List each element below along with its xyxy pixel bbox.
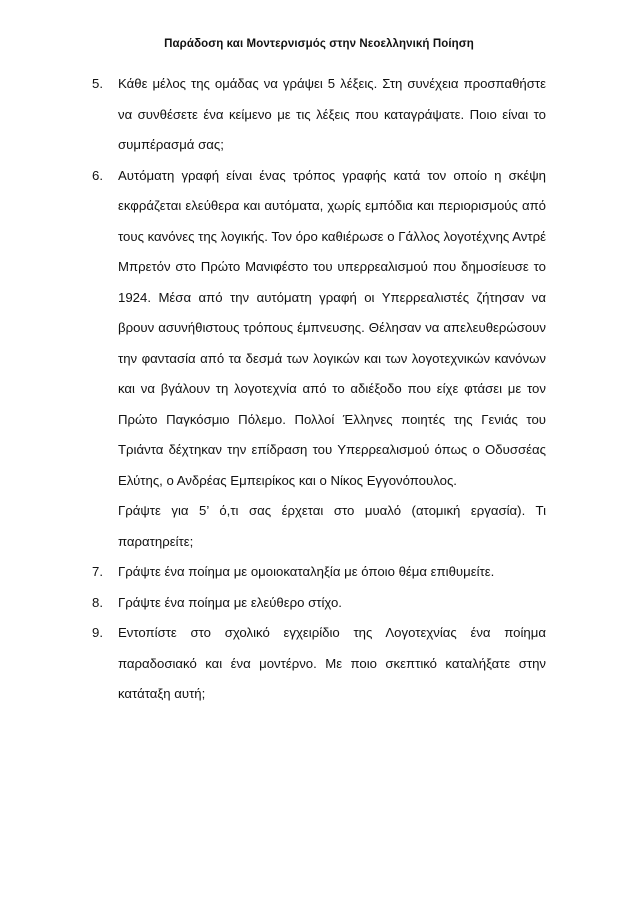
question-item-6 — [92, 161, 546, 558]
question-list — [92, 69, 546, 710]
question-number: 7. — [92, 564, 103, 579]
page-header: Παράδοση και Μοντερνισμός στην Νεοελληνική Ποίηση — [164, 38, 474, 50]
question-text: Γράψτε ένα ποίημα με ομοιοκαταληξία με όποιο θέμα επιθυμείτε. — [118, 564, 495, 579]
question-text: Γράψτε ένα ποίημα με ελεύθερο στίχο. — [118, 594, 342, 610]
question-item-9 — [92, 618, 546, 710]
question-text: Κάθε μέλος της ομάδας να γράψει 5 λέξεις. Στη συνέχεια προσπαθήστε να συνθέσετε ένα κείμενο με τις λέξεις που καταγράψατε. Ποιο είναι το συμπέρασμά σας; — [118, 76, 546, 152]
question-item-7 — [92, 557, 546, 588]
question-number: 9. — [92, 625, 103, 640]
question-followup: Γράψτε για 5’ ό,τι σας έρχεται στο μυαλό (ατομική εργασία). Τι παρατηρείτε; — [118, 503, 546, 549]
question-number: 5. — [92, 76, 103, 91]
question-number: 6. — [92, 167, 103, 183]
question-text: Αυτόματη γραφή είναι ένας τρόπος γραφής κατά τον οποίο η σκέψη εκφράζεται ελεύθερα και αυτόματα, χωρίς εμπόδια και περιορισμούς από τους κανόνες της λογικής. Τον όρο καθιέρωσε ο Γάλλος λογοτέχνης Αντρέ Μπρετόν στο Πρώτο Μανιφέστο του υπερρεαλισμού που δημοσίευσε το 1924. Μέσα από την αυτόματη γραφή οι Υπερρεαλιστές ζήτησαν να βρουν ασυνήθιστους τρόπους έμπνευσης. Θέλησαν να απελευθερώσουν την φαντασία από τα δεσμά των λογικών και των λογοτεχνικών κανόνων και να βγάλουν τη λογοτεχνία από το αδιέξοδο που είχε φτάσει με τον Πρώτο Παγκόσμιο Πόλεμο. Πολλοί Έλληνες ποιητές της Γενιάς του Τριάντα δέχτηκαν την επίδραση του Υπερρεαλισμού όπως ο Οδυσσέας Ελύτης, ο Ανδρέας Εμπειρίκος και ο Νίκος Εγγονόπουλος. — [118, 167, 546, 488]
question-item-8 — [92, 588, 546, 619]
question-number: 8. — [92, 594, 103, 610]
question-text: Εντοπίστε στο σχολικό εγχειρίδιο της Λογοτεχνίας ένα ποίημα παραδοσιακό και ένα μοντέρνο. Με ποιο σκεπτικό καταλήξατε στην κατάταξη αυτή; — [118, 625, 546, 701]
question-item-5 — [92, 69, 546, 161]
